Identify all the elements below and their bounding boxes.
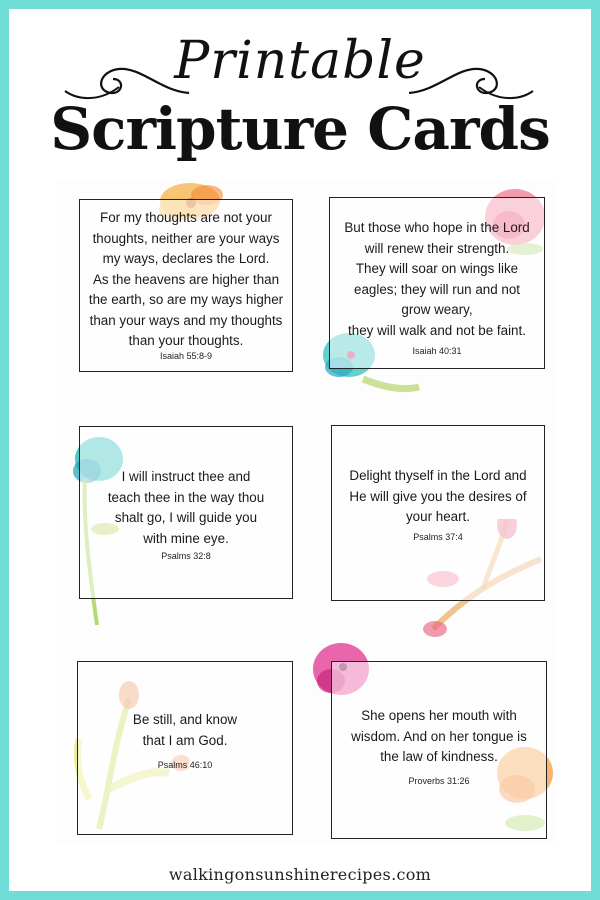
card-reference: Proverbs 31:26 xyxy=(408,776,470,786)
scripture-card-4 xyxy=(331,425,545,601)
verse-line: Be still, and know xyxy=(132,712,238,727)
verse-line: For my thoughts are not your xyxy=(100,210,272,225)
card-reference: Psalms 37:4 xyxy=(413,532,463,542)
scripture-card-6 xyxy=(331,661,547,839)
card-verse xyxy=(78,710,292,751)
card-verse xyxy=(332,706,546,768)
main-title: Scripture Cards xyxy=(50,95,550,163)
verse-line: with mine eye. xyxy=(143,530,229,546)
verse-line: eagles; they will run and not xyxy=(354,281,520,297)
verse-line: They will soar on wings like xyxy=(355,261,519,276)
verse-line: my ways, declares the Lord. xyxy=(102,251,270,266)
verse-line: your heart. xyxy=(405,509,470,524)
scripture-card-2 xyxy=(329,197,545,369)
verse-line: Delight thyself in the Lord and xyxy=(349,468,527,483)
verse-line: She opens her mouth with xyxy=(361,708,517,723)
verse-line: wisdom. And on her tongue is xyxy=(351,728,527,744)
card-verse xyxy=(330,218,544,341)
verse-line: He will give you the desires of xyxy=(349,488,527,504)
card-reference: Psalms 46:10 xyxy=(157,760,213,770)
card-reference: Isaiah 55:8-9 xyxy=(159,351,213,361)
verse-line: grow weary, xyxy=(401,302,473,317)
verse-line: As the heavens are higher than xyxy=(92,271,280,287)
verse-line: thoughts, neither are your ways xyxy=(92,230,280,246)
verse-line: the law of kindness. xyxy=(380,749,498,764)
card-verse xyxy=(80,208,292,352)
verse-line: will renew their strength. xyxy=(364,240,510,256)
verse-line: teach thee in the way thou xyxy=(107,489,265,505)
card-reference: Psalms 32:8 xyxy=(161,551,211,561)
verse-line: they will walk and not be faint. xyxy=(348,322,526,338)
scripture-card-3 xyxy=(79,426,293,599)
website-footer: walkingonsunshinerecipes.com xyxy=(168,865,432,884)
verse-line: that I am God. xyxy=(142,732,228,748)
card-verse xyxy=(80,467,292,549)
verse-line: than your thoughts. xyxy=(128,333,244,348)
title-area xyxy=(9,23,591,183)
cards-sheet xyxy=(55,179,555,845)
script-title: Printable xyxy=(174,31,426,91)
verse-line: But those who hope in the Lord xyxy=(344,220,530,235)
verse-line: than your ways and my thoughts xyxy=(89,312,283,328)
scripture-card-1 xyxy=(79,199,293,372)
scripture-card-5 xyxy=(77,661,293,835)
verse-line: shalt go, I will guide you xyxy=(114,510,258,525)
verse-line: the earth, so are my ways higher xyxy=(88,292,284,307)
card-verse xyxy=(332,466,544,528)
card-reference: Isaiah 40:31 xyxy=(412,346,462,356)
verse-line: I will instruct thee and xyxy=(121,469,251,484)
